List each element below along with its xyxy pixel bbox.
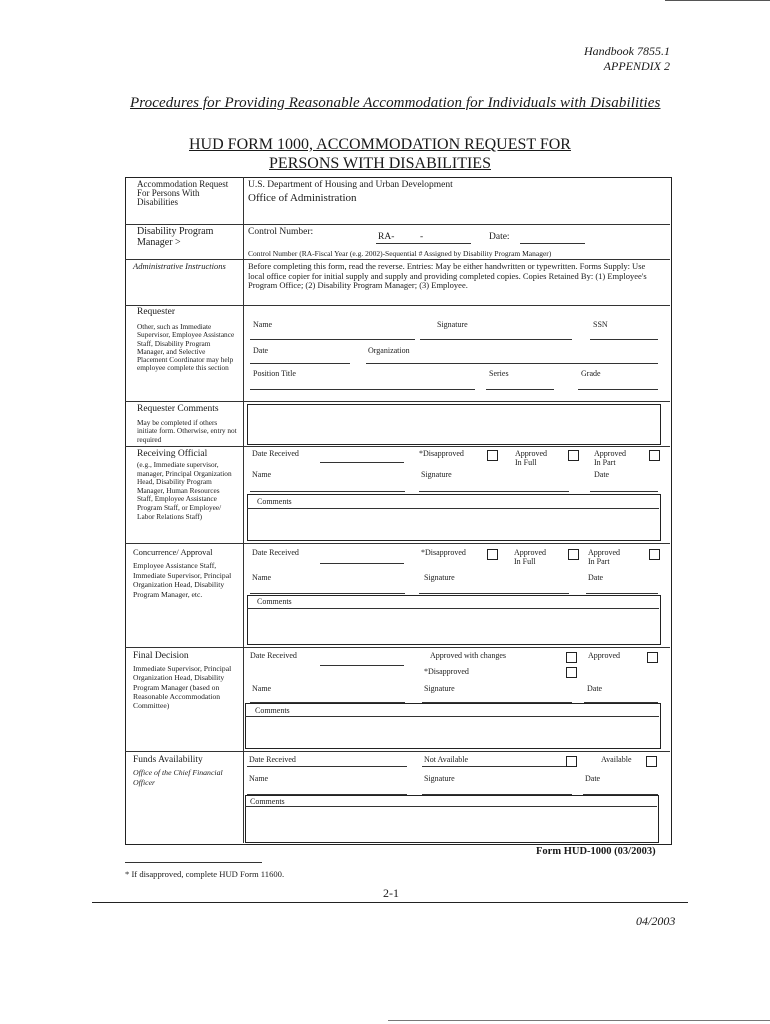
receiving-approved-full-checkbox[interactable] — [568, 450, 579, 461]
procedures-title: Procedures for Providing Reasonable Accommodation for Individuals with Disabilities — [130, 95, 661, 111]
funds-signature-label: Signature — [424, 774, 455, 783]
requester-comments-box[interactable] — [247, 404, 661, 445]
concurrence-signature-label: Signature — [424, 573, 455, 582]
grade-label: Grade — [581, 369, 601, 378]
funds-date-received-label: Date Received — [249, 755, 296, 764]
scan-edge — [388, 1020, 770, 1021]
form-title-line2: PERSONS WITH DISABILITIES — [269, 155, 491, 172]
requester-comments-label: Requester Comments — [137, 404, 219, 414]
administrative-instructions-text: Before completing this form, read the reverse. Entries: May be either handwritten or typewritten. Forms Supply: Use local office copier for initial supply and supply and providing completed copies. Copies Retained By: (1) Employee's Program Office; (2) Disability Program Manager; (3) Employee. — [248, 261, 647, 291]
accommodation-request-label: Accommodation Request For Persons With Disabilities — [137, 179, 229, 207]
concurrence-date-received-label: Date Received — [252, 548, 299, 557]
ra-dash: - — [420, 232, 424, 242]
page-number: 2-1 — [383, 886, 399, 900]
concurrence-note: Employee Assistance Staff, Immediate Supervisor, Principal Organization Head, Disability Program Manager, etc. — [133, 561, 232, 599]
form-id: Form HUD-1000 (03/2003) — [536, 846, 656, 857]
dept-name: U.S. Department of Housing and Urban Development — [248, 180, 453, 190]
concurrence-date-field[interactable] — [586, 593, 658, 594]
funds-name-label: Name — [249, 774, 269, 783]
receiving-signature-label: Signature — [421, 470, 452, 479]
requester-note: Other, such as Immediate Supervisor, Employee Assistance Staff, Disability Program Manager, and Selective Placement Coordinator may help employee complete this section — [137, 322, 235, 373]
funds-availability-note: Office of the Chief Financial Officer — [133, 768, 223, 787]
final-approved-changes-label: Approved with changes — [430, 651, 506, 660]
footer-rule — [92, 902, 688, 903]
receiving-signature-field[interactable] — [419, 491, 569, 492]
control-number-field[interactable] — [376, 243, 471, 244]
receiving-disapproved-checkbox[interactable] — [487, 450, 498, 461]
funds-availability-label: Funds Availability — [133, 755, 203, 765]
final-name-label: Name — [252, 684, 272, 693]
final-comments-label: Comments — [255, 706, 290, 715]
funds-available-checkbox[interactable] — [646, 756, 657, 767]
receiving-date-received-field[interactable] — [320, 462, 404, 463]
funds-date-label: Date — [585, 774, 601, 783]
office-name: Office of Administration — [248, 192, 357, 204]
requester-organization-field[interactable] — [366, 363, 658, 364]
concurrence-comments-box[interactable] — [247, 595, 661, 645]
concurrence-approved-part-label: Approved In Part — [588, 548, 620, 566]
concurrence-approved-part-checkbox[interactable] — [649, 549, 660, 560]
funds-available-label: Available — [601, 755, 632, 764]
final-decision-note: Immediate Supervisor, Principal Organization Head, Disability Program Manager (based on Reasonable Accommodation Committee) — [133, 664, 232, 711]
appendix-label: APPENDIX 2 — [603, 59, 670, 73]
footnote: * If disapproved, complete HUD Form 11600. — [125, 869, 285, 879]
receiving-approved-part-label: Approved In Part — [594, 449, 626, 467]
final-date-received-label: Date Received — [250, 651, 297, 660]
control-number-label: Control Number: — [248, 227, 314, 237]
administrative-instructions-label: Administrative Instructions — [133, 261, 226, 271]
receiving-official-note: (e.g., Immediate supervisor, manager, Principal Organization Head, Disability Program Manager, Human Resources Staff, Employee Assistance Program Staff, or Employee/ Labor Relations Staff) — [137, 460, 232, 521]
requester-ssn-field[interactable] — [590, 339, 658, 340]
position-title-label: Position Title — [253, 369, 296, 378]
final-approved-label: Approved — [588, 651, 620, 660]
funds-comments-box[interactable] — [245, 795, 659, 843]
requester-signature-field[interactable] — [420, 339, 572, 340]
control-date-field[interactable] — [520, 243, 585, 244]
receiving-comments-box[interactable] — [247, 494, 661, 541]
requester-name-field[interactable] — [250, 339, 415, 340]
final-approved-checkbox[interactable] — [647, 652, 658, 663]
handbook-number: Handbook 7855.1 — [584, 44, 670, 58]
concurrence-name-label: Name — [252, 573, 272, 582]
concurrence-signature-field[interactable] — [419, 593, 569, 594]
control-date-label: Date: — [489, 232, 510, 242]
concurrence-date-received-field[interactable] — [320, 563, 404, 564]
final-decision-label: Final Decision — [133, 651, 189, 661]
final-comments-box[interactable] — [245, 703, 661, 749]
receiving-name-label: Name — [252, 470, 272, 479]
funds-not-available-checkbox[interactable] — [566, 756, 577, 767]
footer-date: 04/2003 — [636, 914, 676, 928]
scan-edge-top — [665, 0, 770, 1]
concurrence-disapproved-checkbox[interactable] — [487, 549, 498, 560]
requester-signature-label: Signature — [437, 320, 468, 329]
requester-date-field[interactable] — [250, 363, 350, 364]
concurrence-label: Concurrence/ Approval — [133, 547, 213, 557]
receiving-disapproved-label: *Disapproved — [419, 449, 464, 458]
concurrence-approved-full-label: Approved In Full — [514, 548, 546, 566]
ra-prefix: RA- — [378, 232, 395, 242]
series-field[interactable] — [486, 389, 554, 390]
grade-field[interactable] — [578, 389, 658, 390]
requester-comments-note: May be completed if others initiate form. Otherwise, entry not required — [137, 418, 237, 444]
funds-date-received-field[interactable] — [247, 766, 407, 767]
form-column-divider — [243, 177, 244, 843]
concurrence-name-field[interactable] — [250, 593, 405, 594]
requester-date-label: Date — [253, 346, 269, 355]
requester-name-label: Name — [253, 320, 273, 329]
concurrence-approved-full-checkbox[interactable] — [568, 549, 579, 560]
receiving-official-label: Receiving Official — [137, 449, 208, 459]
receiving-name-field[interactable] — [250, 491, 405, 492]
receiving-date-label: Date — [594, 470, 610, 479]
receiving-date-field[interactable] — [590, 491, 658, 492]
receiving-approved-part-checkbox[interactable] — [649, 450, 660, 461]
final-disapproved-label: *Disapproved — [424, 667, 469, 676]
concurrence-comments-label: Comments — [257, 597, 292, 606]
receiving-comments-label: Comments — [257, 497, 292, 506]
funds-comments-label: Comments — [250, 797, 285, 806]
funds-not-available-label: Not Available — [424, 755, 469, 764]
requester-organization-label: Organization — [368, 346, 410, 355]
requester-label: Requester — [137, 307, 175, 317]
concurrence-date-label: Date — [588, 573, 604, 582]
disability-program-manager-label: Disability Program Manager > — [137, 226, 214, 248]
control-number-note: Control Number (RA-Fiscal Year (e.g. 2002)-Sequential # Assigned by Disability Program Manager) — [248, 249, 552, 258]
series-label: Series — [489, 369, 509, 378]
final-signature-label: Signature — [424, 684, 455, 693]
position-title-field[interactable] — [250, 389, 475, 390]
receiving-approved-full-label: Approved In Full — [515, 449, 547, 467]
concurrence-disapproved-label: *Disapproved — [421, 548, 466, 557]
final-disapproved-checkbox[interactable] — [566, 667, 577, 678]
form-title-line1: HUD FORM 1000, ACCOMMODATION REQUEST FOR — [189, 136, 571, 153]
requester-ssn-label: SSN — [593, 320, 608, 329]
receiving-date-received-label: Date Received — [252, 449, 299, 458]
final-date-received-field[interactable] — [320, 665, 404, 666]
final-approved-changes-checkbox[interactable] — [566, 652, 577, 663]
final-date-label: Date — [587, 684, 603, 693]
